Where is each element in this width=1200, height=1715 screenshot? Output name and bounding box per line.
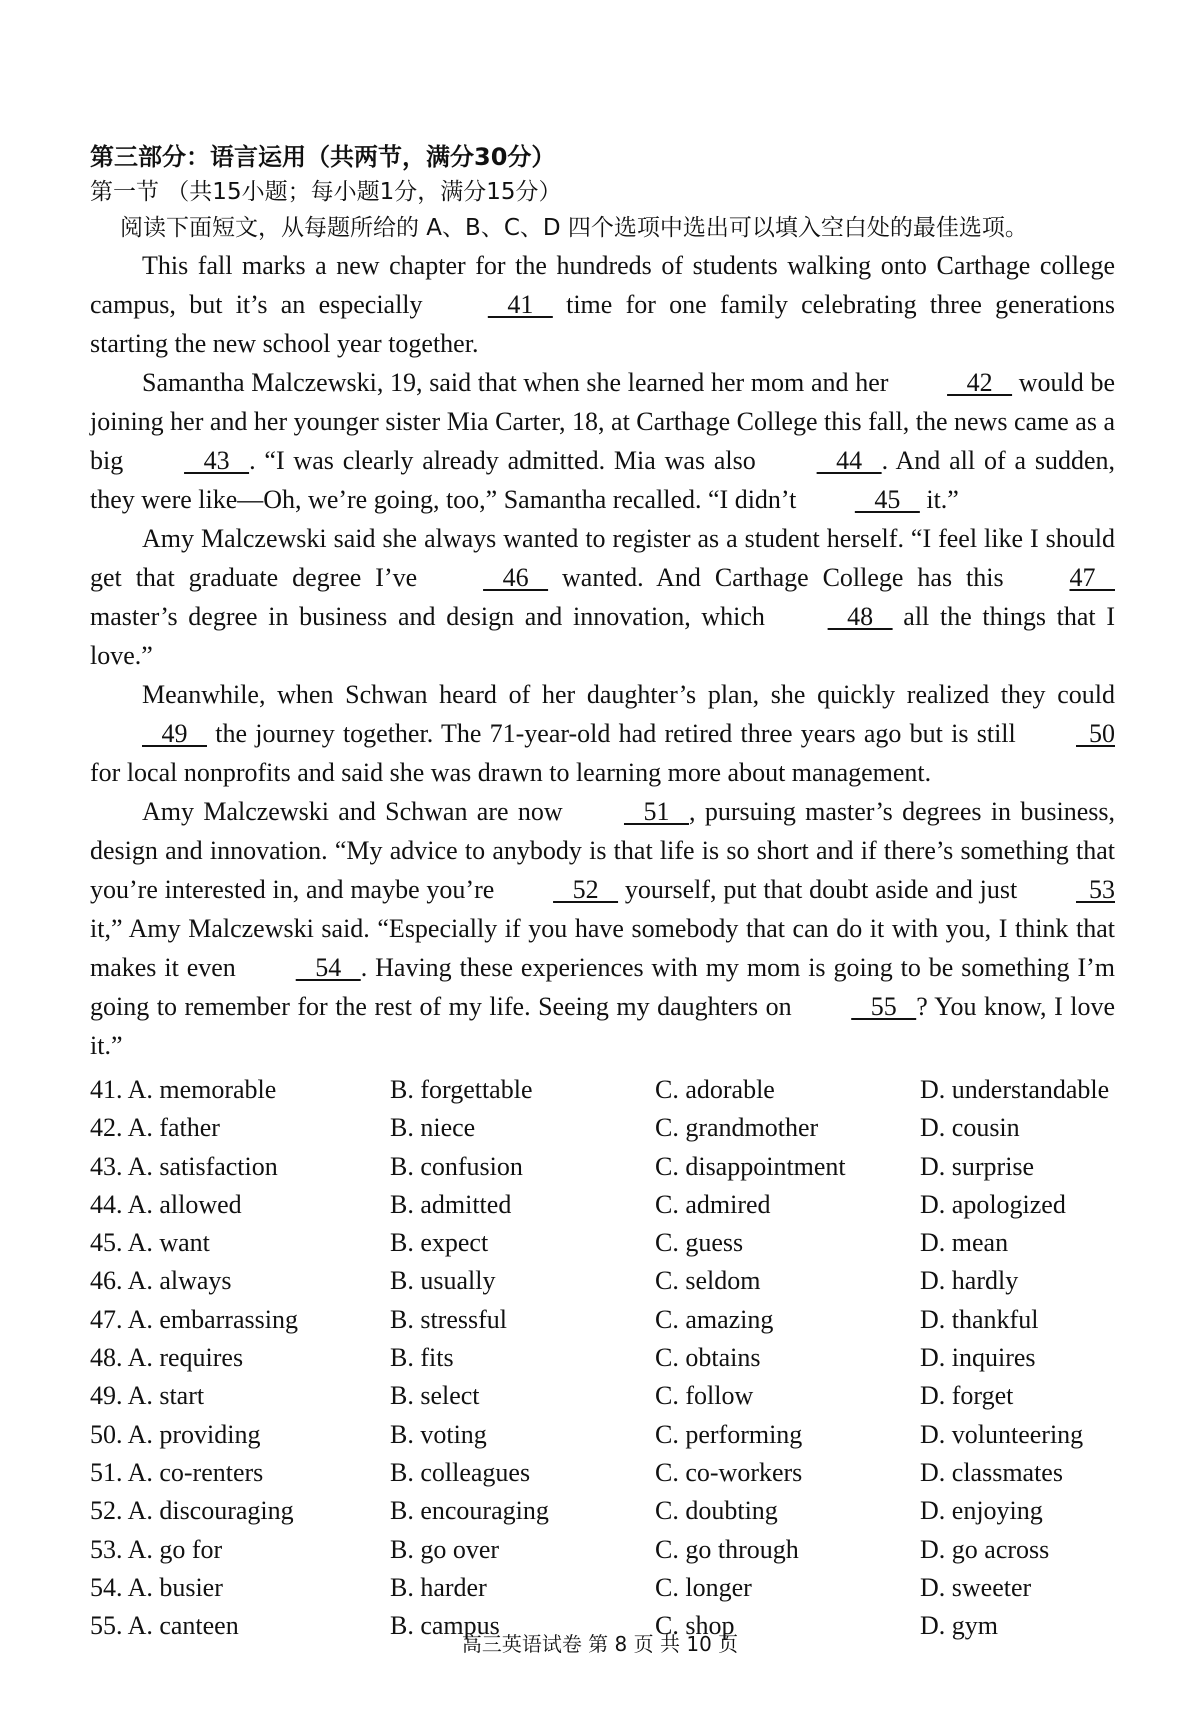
option-choice: 46. A. always	[90, 1266, 232, 1296]
option-choice: B. admitted	[390, 1189, 512, 1219]
option-row	[90, 1569, 1115, 1607]
passage-text: , pursuing master’s degrees in business, design and innovation. “My advice to anybody is that life is so short and if there’s something that you’re interested in, and maybe you’re	[90, 797, 1115, 904]
answer-blank: 45	[854, 485, 920, 514]
option-choice: B. encouraging	[390, 1496, 549, 1526]
option-choice: 43. A. satisfaction	[90, 1151, 278, 1181]
option-choice: D. apologized	[920, 1189, 1066, 1219]
option-choice: B. voting	[390, 1419, 487, 1449]
answer-blank: 53	[1076, 875, 1115, 904]
option-choice: C. co-workers	[655, 1457, 803, 1487]
option-row	[90, 1377, 1115, 1415]
option-choice: D. forget	[920, 1381, 1014, 1411]
instruction: 阅读下面短文，从每题所给的 A、B、C、D 四个选项中选出可以填入空白处的最佳选项。	[120, 215, 1028, 241]
option-row	[90, 1148, 1115, 1186]
option-row	[90, 1531, 1115, 1569]
passage-text: Meanwhile, when Schwan heard of her daughter’s plan, she quickly realized they could	[142, 680, 1115, 709]
passage-paragraph	[90, 246, 1115, 363]
answer-blank: 47	[1069, 563, 1115, 592]
answer-blank: 55	[851, 992, 917, 1021]
option-row	[90, 1262, 1115, 1300]
answer-blank: 49	[142, 719, 207, 748]
option-row	[90, 1224, 1115, 1262]
option-choice: D. inquires	[920, 1343, 1036, 1373]
option-row	[90, 1109, 1115, 1147]
option-choice: C. obtains	[655, 1343, 761, 1373]
option-row	[90, 1492, 1115, 1530]
passage-paragraph	[90, 519, 1115, 675]
option-choice: C. adorable	[655, 1075, 775, 1104]
option-choice: 49. A. start	[90, 1381, 205, 1411]
option-choice: C. go through	[655, 1534, 799, 1564]
passage-text: time for one family celebrating three generations starting the new school year together.	[90, 290, 1115, 358]
option-choice: C. disappointment	[655, 1151, 846, 1181]
passage-text: . “I was clearly already admitted. Mia was also	[249, 446, 765, 475]
option-choice: C. grandmother	[655, 1113, 819, 1143]
option-choice: B. usually	[390, 1266, 496, 1296]
passage-text: Samantha Malczewski, 19, said that when she learned her mom and her	[142, 368, 896, 397]
option-choice: C. longer	[655, 1572, 752, 1602]
option-choice: B. harder	[390, 1572, 487, 1602]
option-choice: C. guess	[655, 1228, 744, 1258]
passage-text: yourself, put that doubt aside and just	[618, 875, 1024, 904]
option-choice: D. sweeter	[920, 1572, 1032, 1602]
answer-blank: 50	[1076, 719, 1115, 748]
answer-blank: 41	[487, 290, 553, 319]
option-choice: B. select	[390, 1381, 480, 1411]
answer-blank: 52	[553, 875, 619, 904]
option-row	[90, 1416, 1115, 1454]
passage-paragraph	[90, 792, 1115, 1065]
option-row	[90, 1301, 1115, 1339]
passage	[90, 246, 1115, 1065]
option-choice: 51. A. co-renters	[90, 1457, 264, 1487]
option-choice: B. colleagues	[390, 1457, 531, 1487]
answer-blank: 46	[483, 563, 549, 592]
option-choice: 55. A. canteen	[90, 1611, 239, 1641]
option-choice: C. amazing	[655, 1304, 774, 1334]
option-choice: D. surprise	[920, 1151, 1035, 1181]
option-choice: C. follow	[655, 1381, 754, 1411]
option-row	[90, 1454, 1115, 1492]
option-choice: D. gym	[920, 1611, 998, 1641]
passage-text: the journey together. The 71-year-old had retired three years ago but is still	[207, 719, 1024, 748]
answer-blank: 42	[947, 368, 1013, 397]
passage-text: This fall marks a new chapter for the hundreds of students walking onto Carthage college campus, but it’s an especially	[90, 251, 1115, 319]
option-choice: D. thankful	[920, 1304, 1039, 1334]
option-row	[90, 1339, 1115, 1377]
option-choice: D. mean	[920, 1228, 1009, 1258]
option-choice: 50. A. providing	[90, 1419, 261, 1449]
passage-text: would be joining her and her younger sister Mia Carter, 18, at Carthage College this fall, the news came as a big	[90, 368, 1115, 475]
option-choice: B. expect	[390, 1228, 489, 1258]
answer-blank: 44	[816, 446, 882, 475]
option-choice: 47. A. embarrassing	[90, 1304, 298, 1334]
option-choice: C. performing	[655, 1419, 803, 1449]
option-choice: B. confusion	[390, 1151, 523, 1181]
option-choice: 41. A. memorable	[90, 1075, 277, 1104]
passage-paragraph	[90, 363, 1115, 519]
passage-text: all the things that I love.”	[90, 602, 1115, 670]
option-row	[90, 1186, 1115, 1224]
option-choice: C. doubting	[655, 1496, 778, 1526]
option-choice: D. hardly	[920, 1266, 1019, 1296]
section-title: 第三部分：语言运用（共两节，满分30分）	[90, 143, 556, 171]
option-choice: 53. A. go for	[90, 1534, 223, 1564]
option-choice: B. go over	[390, 1534, 500, 1564]
option-choice: C. admired	[655, 1189, 771, 1219]
passage-text: it,” Amy Malczewski said. “Especially if you have somebody that can do it with you, I think that makes it even	[90, 914, 1115, 982]
answer-blank: 54	[295, 953, 361, 982]
option-choice: 44. A. allowed	[90, 1189, 242, 1219]
answer-blank: 43	[184, 446, 250, 475]
answer-blank: 48	[827, 602, 893, 631]
subsection-title: 第一节 （共15小题；每小题1分，满分15分）	[90, 179, 562, 205]
passage-text: . Having these experiences with my mom is going to be something I’m going to remember for the rest of my life. Seeing my daughters on	[90, 953, 1115, 1021]
option-choice: B. fits	[390, 1343, 454, 1373]
passage-text: wanted. And Carthage College has this	[548, 563, 1018, 592]
option-choice: B. niece	[390, 1113, 476, 1143]
option-choice: C. seldom	[655, 1266, 761, 1296]
answer-blank: 51	[623, 797, 689, 826]
option-choice: B. stressful	[390, 1304, 507, 1334]
passage-text: Amy Malczewski and Schwan are now	[142, 797, 572, 826]
option-choice: 48. A. requires	[90, 1343, 244, 1373]
passage-text: . And all of a sudden, they were like—Oh, we’re going, too,” Samantha recalled. “I didn’t	[90, 446, 1115, 514]
option-choice: 45. A. want	[90, 1228, 210, 1258]
passage-paragraph	[90, 675, 1115, 792]
passage-text: for local nonprofits and said she was drawn to learning more about management.	[90, 758, 932, 787]
option-choice: D. enjoying	[920, 1496, 1043, 1526]
page-footer: 高三英语试卷 第 8 页 共 10 页	[461, 1632, 739, 1656]
option-row	[90, 1071, 1115, 1109]
option-choice: 42. A. father	[90, 1113, 220, 1143]
options-list	[90, 1071, 1115, 1645]
option-choice: D. classmates	[920, 1457, 1063, 1487]
option-choice: D. volunteering	[920, 1419, 1084, 1449]
option-choice: D. go across	[920, 1534, 1050, 1564]
option-choice: D. understandable	[920, 1075, 1110, 1104]
option-choice: B. forgettable	[390, 1075, 533, 1104]
option-choice: D. cousin	[920, 1113, 1020, 1143]
content-area	[90, 140, 1115, 1645]
option-choice: B. campus	[390, 1611, 500, 1641]
passage-text: master’s degree in business and design and innovation, which	[90, 602, 776, 631]
option-choice: C. shop	[655, 1611, 735, 1641]
option-choice: 54. A. busier	[90, 1572, 223, 1602]
passage-text: Amy Malczewski said she always wanted to register as a student herself. “I feel like I should get that graduate degree I’ve	[90, 524, 1115, 592]
passage-text: it.”	[919, 485, 959, 514]
option-choice: 52. A. discouraging	[90, 1496, 294, 1526]
passage-text: ? You know, I love it.”	[90, 992, 1116, 1060]
